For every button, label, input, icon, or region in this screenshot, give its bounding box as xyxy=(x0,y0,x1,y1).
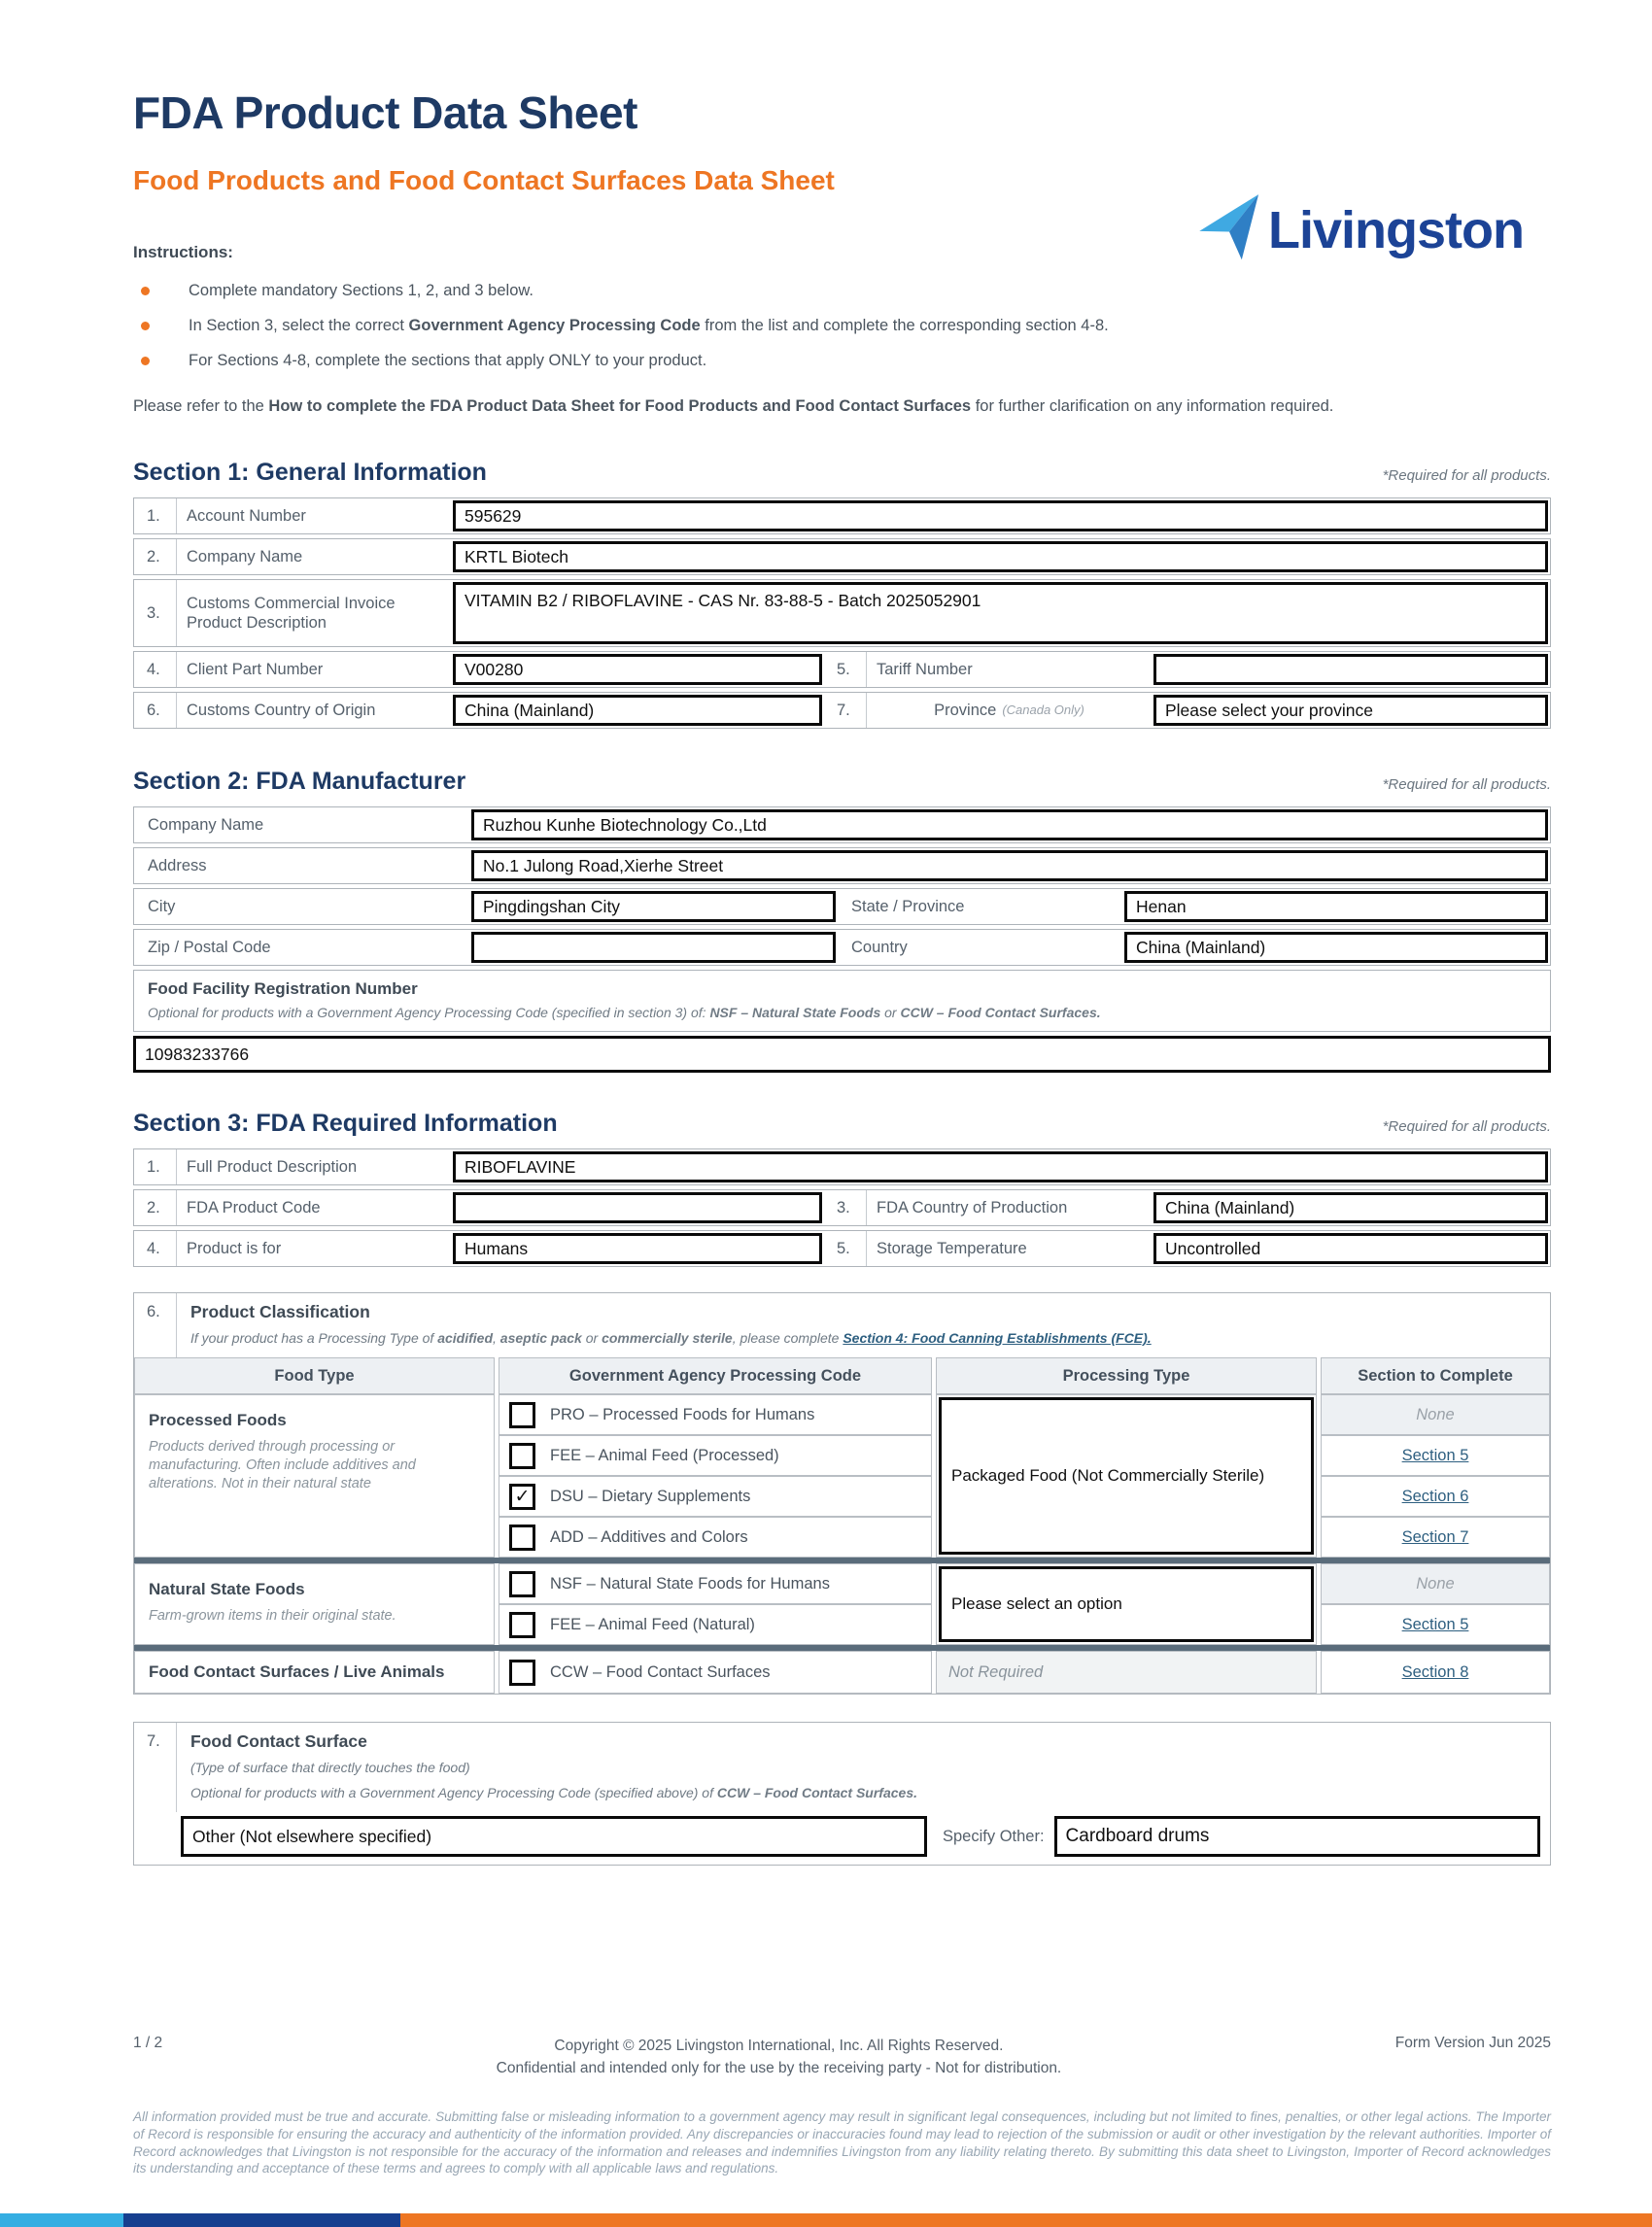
field-label: Company Name xyxy=(148,816,264,834)
table-row xyxy=(133,1148,1551,1185)
table-row xyxy=(133,806,1551,843)
table-row xyxy=(133,692,1551,729)
specify-other-input[interactable]: Cardboard drums xyxy=(1054,1816,1540,1857)
country-of-origin-select[interactable]: China (Mainland) xyxy=(453,695,822,726)
required-note: *Required for all products. xyxy=(1382,467,1551,484)
section8-link[interactable]: Section 8 xyxy=(1401,1662,1469,1681)
code-row-pro: PRO – Processed Foods for Humans xyxy=(499,1394,932,1435)
section3-title: Section 3: FDA Required Information xyxy=(133,1110,558,1137)
section-to-complete-link xyxy=(1321,1604,1550,1645)
storage-temperature-select[interactable]: Uncontrolled xyxy=(1153,1233,1548,1264)
section1-heading xyxy=(133,457,1551,488)
food-contact-surface-title: Food Contact Surface xyxy=(190,1731,367,1751)
required-note: *Required for all products. xyxy=(1382,776,1551,793)
livingston-logo xyxy=(1198,192,1524,267)
table-row xyxy=(133,929,1551,966)
table-row xyxy=(133,1230,1551,1267)
section2-heading xyxy=(133,766,1551,797)
field-label: FDA Country of Production xyxy=(877,1199,1068,1216)
row-number: 5. xyxy=(824,652,867,687)
row-number: 7. xyxy=(134,1723,177,1812)
page-number: 1 / 2 xyxy=(133,2035,163,2051)
reference-note: Please refer to the How to complete the FDA Product Data Sheet for Food Products and Food Contact Surfaces for further clarification on any information required. xyxy=(133,397,1334,415)
bar-segment-cyan xyxy=(0,2213,123,2227)
manufacturer-address-input[interactable]: No.1 Julong Road,Xierhe Street xyxy=(471,850,1548,881)
section-to-complete-link xyxy=(1321,1651,1550,1694)
section-to-complete-link xyxy=(1321,1517,1550,1558)
section4-fce-link[interactable]: Section 4: Food Canning Establishments (FCE). xyxy=(843,1330,1152,1346)
row-number: 2. xyxy=(134,1190,177,1225)
bar-segment-orange xyxy=(400,2213,1652,2227)
food-type-natural-state-foods: Natural State Foods Farm-grown items in their original state. xyxy=(134,1563,495,1645)
manufacturer-city-input[interactable]: Pingdingshan City xyxy=(471,891,836,922)
food-contact-surface-row xyxy=(181,1816,1540,1857)
section6-link[interactable]: Section 6 xyxy=(1401,1487,1469,1505)
checkbox-pro[interactable] xyxy=(509,1402,535,1428)
checkbox-ccw[interactable] xyxy=(509,1660,535,1686)
row-number: 4. xyxy=(134,652,177,687)
section7-link[interactable]: Section 7 xyxy=(1401,1527,1469,1546)
table-row xyxy=(133,888,1551,925)
field-label: Country xyxy=(851,939,908,956)
field-label: Product is for xyxy=(187,1240,282,1257)
bullet-icon xyxy=(141,287,150,295)
field-label: Company Name xyxy=(187,548,303,565)
account-number-input[interactable]: 595629 xyxy=(453,500,1548,531)
row-number: 4. xyxy=(134,1231,177,1266)
section1-table xyxy=(133,497,1551,729)
food-type-processed-foods: Processed Foods Products derived through processing or manufacturing. Often include additives and alterations. Not in their natural state xyxy=(134,1394,495,1558)
food-type-contact-surfaces: Food Contact Surfaces / Live Animals xyxy=(134,1651,495,1694)
code-row-dsu: ✓ DSU – Dietary Supplements xyxy=(499,1476,932,1517)
instruction-item xyxy=(133,315,1551,336)
field-label: Address xyxy=(148,857,207,874)
code-row-ccw: CCW – Food Contact Surfaces xyxy=(499,1651,932,1694)
food-contact-surface-subtitle: (Type of surface that directly touches the food) xyxy=(190,1760,470,1775)
table-row xyxy=(133,847,1551,884)
table-row xyxy=(133,497,1551,534)
row-number: 2. xyxy=(134,539,177,574)
field-label: Customs Country of Origin xyxy=(187,702,376,719)
page-footer xyxy=(133,2035,1551,2079)
manufacturer-country-select[interactable]: China (Mainland) xyxy=(1124,932,1548,963)
field-label: Account Number xyxy=(187,507,306,525)
food-contact-surface-header xyxy=(134,1723,1550,1812)
client-part-number-input[interactable]: V00280 xyxy=(453,654,822,685)
ffrn-note: Optional for products with a Government Agency Processing Code (specified in section 3) of: NSF – Natural State Foods or CCW – Food Contact Surfaces. xyxy=(148,1005,1101,1020)
processing-type-cell xyxy=(936,1563,1317,1645)
column-header-section-to-complete: Section to Complete xyxy=(1321,1357,1550,1394)
field-label: City xyxy=(148,898,176,915)
processing-type-select-natural[interactable]: Please select an option xyxy=(939,1566,1314,1642)
ffrn-block xyxy=(133,970,1551,1032)
fda-country-of-production-select[interactable]: China (Mainland) xyxy=(1153,1192,1548,1223)
row-number: 6. xyxy=(134,693,177,728)
field-label: State / Province xyxy=(851,898,965,915)
row-number: 3. xyxy=(134,580,177,646)
product-classification-note: If your product has a Processing Type of acidified, aseptic pack or commercially sterile, please complete Section 4: Food Canning Establishments (FCE). xyxy=(190,1330,1152,1346)
instruction-item xyxy=(133,280,1551,301)
company-name-input[interactable]: KRTL Biotech xyxy=(453,541,1548,572)
page-title: FDA Product Data Sheet xyxy=(133,87,637,138)
section-to-complete-none: None xyxy=(1321,1394,1550,1435)
section-to-complete-none: None xyxy=(1321,1563,1550,1604)
checkbox-nsf[interactable] xyxy=(509,1571,535,1597)
row-number: 7. xyxy=(824,693,867,728)
section3-table xyxy=(133,1148,1551,1267)
code-row-nsf: NSF – Natural State Foods for Humans xyxy=(499,1563,932,1604)
province-select[interactable]: Please select your province xyxy=(1153,695,1548,726)
instructions-heading: Instructions: xyxy=(133,243,233,261)
section2-title: Section 2: FDA Manufacturer xyxy=(133,768,466,795)
row-number: 5. xyxy=(824,1231,867,1266)
checkbox-fee-natural[interactable] xyxy=(509,1612,535,1638)
footer-center xyxy=(162,2035,1395,2079)
page-subtitle: Food Products and Food Contact Surfaces Data Sheet xyxy=(133,165,835,195)
row-number: 1. xyxy=(134,498,177,533)
code-row-fee-natural: FEE – Animal Feed (Natural) xyxy=(499,1604,932,1645)
invoice-product-description-input[interactable]: VITAMIN B2 / RIBOFLAVINE - CAS Nr. 83-88-5 - Batch 2025052901 xyxy=(453,582,1548,644)
table-row xyxy=(133,579,1551,647)
bullet-icon xyxy=(141,357,150,365)
product-is-for-select[interactable]: Humans xyxy=(453,1233,822,1264)
full-product-description-input[interactable]: RIBOFLAVINE xyxy=(453,1151,1548,1182)
field-label: Zip / Postal Code xyxy=(148,939,271,956)
row-number: 1. xyxy=(134,1149,177,1184)
manufacturer-company-input[interactable]: Ruzhou Kunhe Biotechnology Co.,Ltd xyxy=(471,809,1548,840)
fda-product-code-input[interactable] xyxy=(453,1192,822,1223)
column-header-food-type: Food Type xyxy=(134,1357,495,1394)
field-label: Full Product Description xyxy=(187,1158,358,1176)
section5-link[interactable]: Section 5 xyxy=(1401,1615,1469,1633)
field-label: Storage Temperature xyxy=(877,1240,1027,1257)
column-header-processing-code: Government Agency Processing Code xyxy=(499,1357,932,1394)
surface-type-select[interactable]: Other (Not elsewhere specified) xyxy=(181,1816,927,1857)
instructions-list xyxy=(133,280,1551,371)
section-to-complete-link xyxy=(1321,1476,1550,1517)
field-label: Customs Commercial Invoice Product Description xyxy=(187,595,396,632)
section5-link[interactable]: Section 5 xyxy=(1401,1446,1469,1464)
section1-title: Section 1: General Information xyxy=(133,459,487,486)
check-icon: ✓ xyxy=(514,1486,531,1507)
table-row xyxy=(133,651,1551,688)
field-label: Client Part Number xyxy=(187,661,324,678)
manufacturer-zip-input[interactable] xyxy=(471,932,836,963)
checkbox-add[interactable] xyxy=(509,1525,535,1551)
section2-table xyxy=(133,806,1551,1073)
column-header-processing-type: Processing Type xyxy=(936,1357,1317,1394)
code-row-add: ADD – Additives and Colors xyxy=(499,1517,932,1558)
food-contact-surface-note: Optional for products with a Government Agency Processing Code (specified above) of CCW – Food Contact Surfaces. xyxy=(190,1785,918,1800)
checkbox-dsu-checked[interactable] xyxy=(509,1484,535,1510)
field-label: FDA Product Code xyxy=(187,1199,321,1216)
required-note: *Required for all products. xyxy=(1382,1118,1551,1135)
confidential-text: Confidential and intended only for the use by the receiving party - Not for distribution. xyxy=(496,2060,1062,2076)
section-to-complete-link xyxy=(1321,1435,1550,1476)
instruction-text: In Section 3, select the correct Government Agency Processing Code from the list and complete the corresponding section 4-8. xyxy=(189,317,1109,334)
livingston-logo-icon xyxy=(1198,192,1268,267)
ffrn-label: Food Facility Registration Number xyxy=(148,979,418,998)
food-contact-surface-box xyxy=(133,1722,1551,1866)
classification-table xyxy=(134,1357,1550,1694)
table-row xyxy=(133,1189,1551,1226)
field-label-note: (Canada Only) xyxy=(1002,702,1084,717)
checkbox-fee-processed[interactable] xyxy=(509,1443,535,1469)
specify-other-label: Specify Other: xyxy=(943,1827,1045,1845)
product-classification-title: Product Classification xyxy=(190,1302,370,1321)
bottom-brand-bar xyxy=(0,2213,1652,2227)
instruction-text: For Sections 4-8, complete the sections that apply ONLY to your product. xyxy=(189,352,707,369)
product-classification-header xyxy=(134,1293,1550,1357)
processing-type-select[interactable]: Packaged Food (Not Commercially Sterile) xyxy=(939,1397,1314,1555)
processing-type-not-required: Not Required xyxy=(936,1651,1317,1694)
legal-disclaimer: All information provided must be true and accurate. Submitting false or misleading information to a government agency may result in significant legal consequences, including but not limited to fines, penalties, or other legal actions. The Importer of Record is responsible for ensuring the accuracy and authenticity of the information provided. Any discrepancies or inaccuracies found may lead to rejection of the submission or audit or other investigation by the relevant authorities. Importer of Record acknowledges that Livingston is not responsible for the accuracy of the information and releases and indemnifies Livingston from any liability relating thereto. By submitting this data sheet to Livingston, Importer of Record acknowledges its understanding and acceptance of these terms and agrees to comply with all applicable laws and regulations. xyxy=(133,2109,1551,2176)
product-classification-box xyxy=(133,1292,1551,1695)
ffrn-input[interactable]: 10983233766 xyxy=(133,1036,1551,1073)
copyright-text: Copyright © 2025 Livingston International, Inc. All Rights Reserved. xyxy=(554,2038,1004,2054)
processing-type-cell xyxy=(936,1394,1317,1558)
field-label: Tariff Number xyxy=(877,661,973,678)
section3-heading xyxy=(133,1108,1551,1139)
tariff-number-input[interactable] xyxy=(1153,654,1548,685)
livingston-logo-text: Livingston xyxy=(1268,200,1524,259)
row-number: 6. xyxy=(134,1293,177,1357)
field-label: Province (Canada Only) xyxy=(934,702,1084,719)
bullet-icon xyxy=(141,322,150,330)
row-number: 3. xyxy=(824,1190,867,1225)
table-row xyxy=(133,538,1551,575)
form-version: Form Version Jun 2025 xyxy=(1394,2035,1551,2051)
bar-segment-navy xyxy=(123,2213,400,2227)
manufacturer-state-input[interactable]: Henan xyxy=(1124,891,1548,922)
instruction-text: Complete mandatory Sections 1, 2, and 3 below. xyxy=(189,282,533,299)
code-row-fee-processed: FEE – Animal Feed (Processed) xyxy=(499,1435,932,1476)
instruction-item xyxy=(133,350,1551,371)
